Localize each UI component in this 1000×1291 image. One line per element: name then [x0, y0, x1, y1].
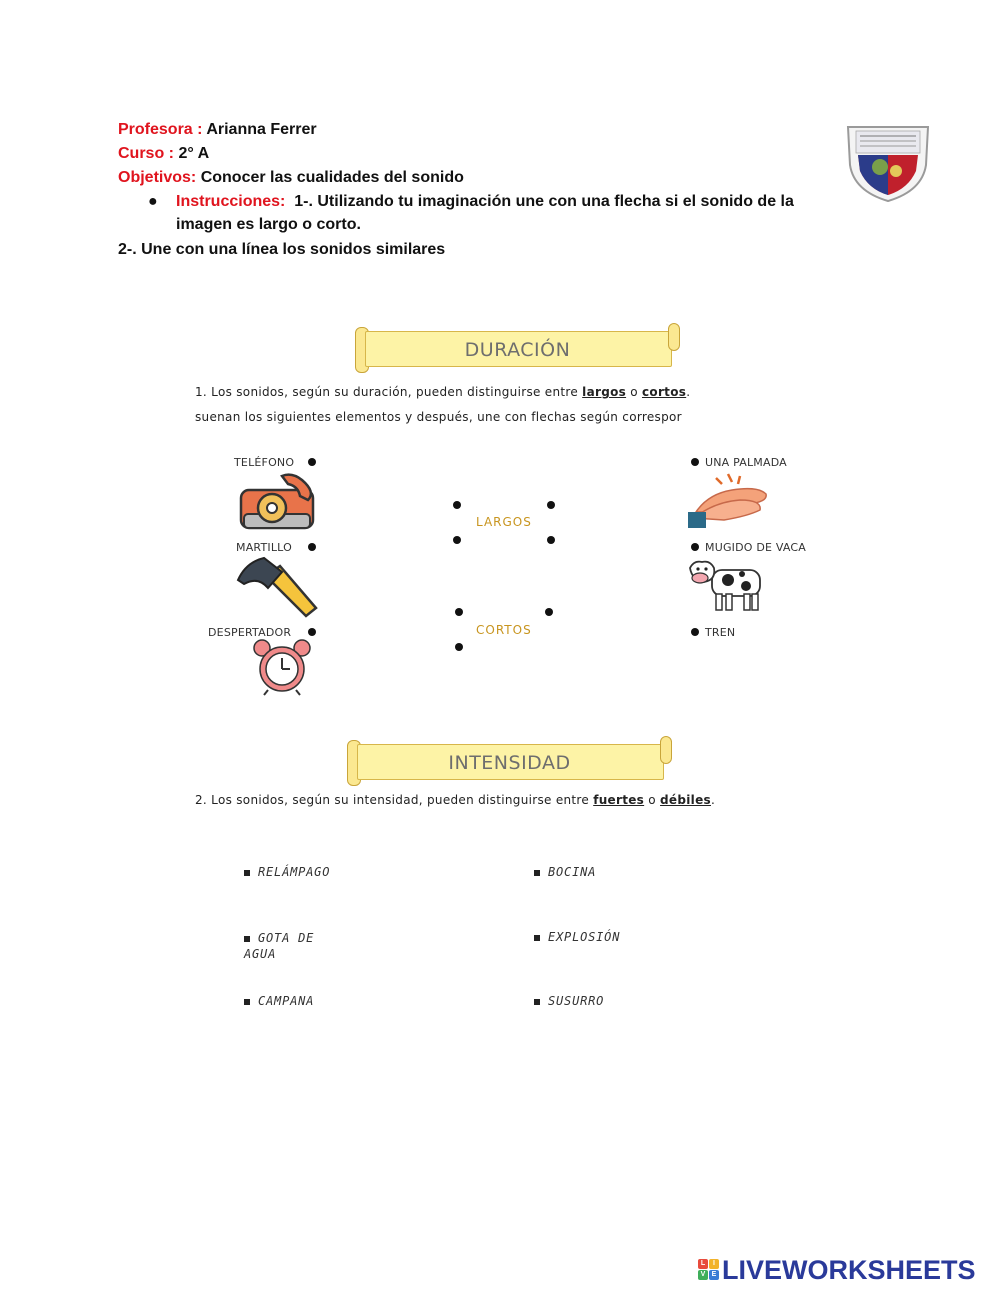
- course-label: Curso :: [118, 145, 174, 162]
- brand-block-v: V: [698, 1270, 708, 1280]
- dot-cortos-tr[interactable]: [545, 608, 553, 616]
- instructions-text-block: [176, 190, 838, 236]
- objectives-value: Conocer las cualidades del sonido: [200, 169, 464, 186]
- intensity-line1-period: .: [710, 793, 716, 807]
- instruction-2: 2-. Une con una línea los sonidos similares: [118, 241, 446, 258]
- dot-mugido[interactable]: [691, 543, 699, 551]
- clapping-hands-icon: [688, 472, 770, 530]
- word-relampago[interactable]: [244, 865, 330, 879]
- duration-task-line1: [195, 385, 690, 399]
- word-susurro-label: SUSURRO: [548, 994, 605, 1008]
- instructions-item: [148, 190, 838, 236]
- instructions-text: 1-. Utilizando tu imaginación une con una flecha si el sonido de la imagen es largo o corto.: [176, 193, 794, 233]
- word-cortos: cortos: [641, 385, 687, 399]
- course-line: [118, 142, 209, 166]
- alarm-clock-icon: [248, 638, 316, 696]
- brand-block-e: E: [709, 1270, 719, 1280]
- intensity-line1-text: 2. Los sonidos, según su intensidad, pueden distinguirse entre: [195, 793, 590, 807]
- brand-block-l: L: [698, 1259, 708, 1269]
- square-bullet-icon: [244, 936, 250, 942]
- word-susurro[interactable]: [534, 994, 604, 1008]
- duration-banner: [355, 327, 680, 373]
- dot-tren[interactable]: [691, 628, 699, 636]
- word-explosion[interactable]: [534, 930, 620, 944]
- intensity-banner: [347, 740, 672, 786]
- category-cortos: CORTOS: [476, 623, 532, 637]
- item-martillo: MARTILLO: [236, 541, 292, 554]
- dot-cortos-tl[interactable]: [455, 608, 463, 616]
- square-bullet-icon: [244, 870, 250, 876]
- brand-block-i: I: [709, 1259, 719, 1269]
- item-telefono: TELÉFONO: [234, 456, 295, 469]
- teacher-name: Arianna Ferrer: [206, 121, 317, 138]
- word-fuertes: fuertes: [593, 793, 645, 807]
- item-palmada: UNA PALMADA: [705, 456, 787, 469]
- dot-palmada[interactable]: [691, 458, 699, 466]
- duration-banner-title: DURACIÓN: [464, 339, 571, 361]
- teacher-line: [118, 118, 317, 142]
- dot-cortos-bl[interactable]: [455, 643, 463, 651]
- objectives-line: [118, 166, 464, 190]
- category-largos: LARGOS: [476, 515, 532, 529]
- square-bullet-icon: [534, 999, 540, 1005]
- cow-icon: [688, 556, 768, 612]
- word-relampago-label: RELÁMPAGO: [258, 865, 331, 879]
- word-largos: largos: [582, 385, 627, 399]
- intensity-banner-title: INTENSIDAD: [448, 752, 571, 774]
- item-tren: TREN: [705, 626, 736, 639]
- brand-text: LIVEWORKSHEETS: [722, 1255, 976, 1285]
- word-debiles: débiles: [660, 793, 711, 807]
- word-campana-label: CAMPANA: [258, 994, 315, 1008]
- item-despertador: DESPERTADOR: [208, 626, 292, 639]
- word-gota-de-agua[interactable]: [244, 930, 344, 962]
- word-campana[interactable]: [244, 994, 314, 1008]
- teacher-label: Profesora :: [118, 121, 203, 138]
- dot-despertador[interactable]: [308, 628, 316, 636]
- item-mugido: MUGIDO DE VACA: [705, 541, 807, 554]
- word-explosion-label: EXPLOSIÓN: [548, 930, 621, 944]
- dot-largos-tl[interactable]: [453, 501, 461, 509]
- dot-martillo[interactable]: [308, 543, 316, 551]
- duration-task-line2: suenan los siguientes elementos y después, une con flechas según correspor: [195, 410, 682, 424]
- word-gota-de-agua-label: GOTA DE AGUA: [244, 931, 315, 961]
- bullet-icon: ●: [148, 193, 158, 210]
- dot-largos-tr[interactable]: [547, 501, 555, 509]
- course-value: 2° A: [178, 145, 210, 162]
- liveworksheets-logo[interactable]: [698, 1253, 994, 1287]
- duration-line1-or: o: [630, 385, 638, 399]
- duration-line1-period: .: [686, 385, 691, 399]
- dot-telefono[interactable]: [308, 458, 316, 466]
- dot-largos-br[interactable]: [547, 536, 555, 544]
- school-crest-logo: [842, 121, 934, 203]
- instructions-label: Instrucciones:: [176, 193, 286, 210]
- square-bullet-icon: [534, 935, 540, 941]
- objectives-label: Objetivos:: [118, 169, 197, 186]
- intensity-line1-or: o: [648, 793, 656, 807]
- telephone-icon: [238, 470, 318, 532]
- square-bullet-icon: [534, 870, 540, 876]
- intensity-task-line1: [195, 793, 715, 807]
- word-bocina[interactable]: [534, 865, 596, 879]
- hammer-icon: [236, 554, 320, 620]
- square-bullet-icon: [244, 999, 250, 1005]
- duration-line1-text: 1. Los sonidos, según su duración, pueden distinguirse entre: [195, 385, 579, 399]
- word-bocina-label: BOCINA: [548, 865, 597, 879]
- dot-largos-bl[interactable]: [453, 536, 461, 544]
- brand-blocks-icon: [698, 1259, 720, 1281]
